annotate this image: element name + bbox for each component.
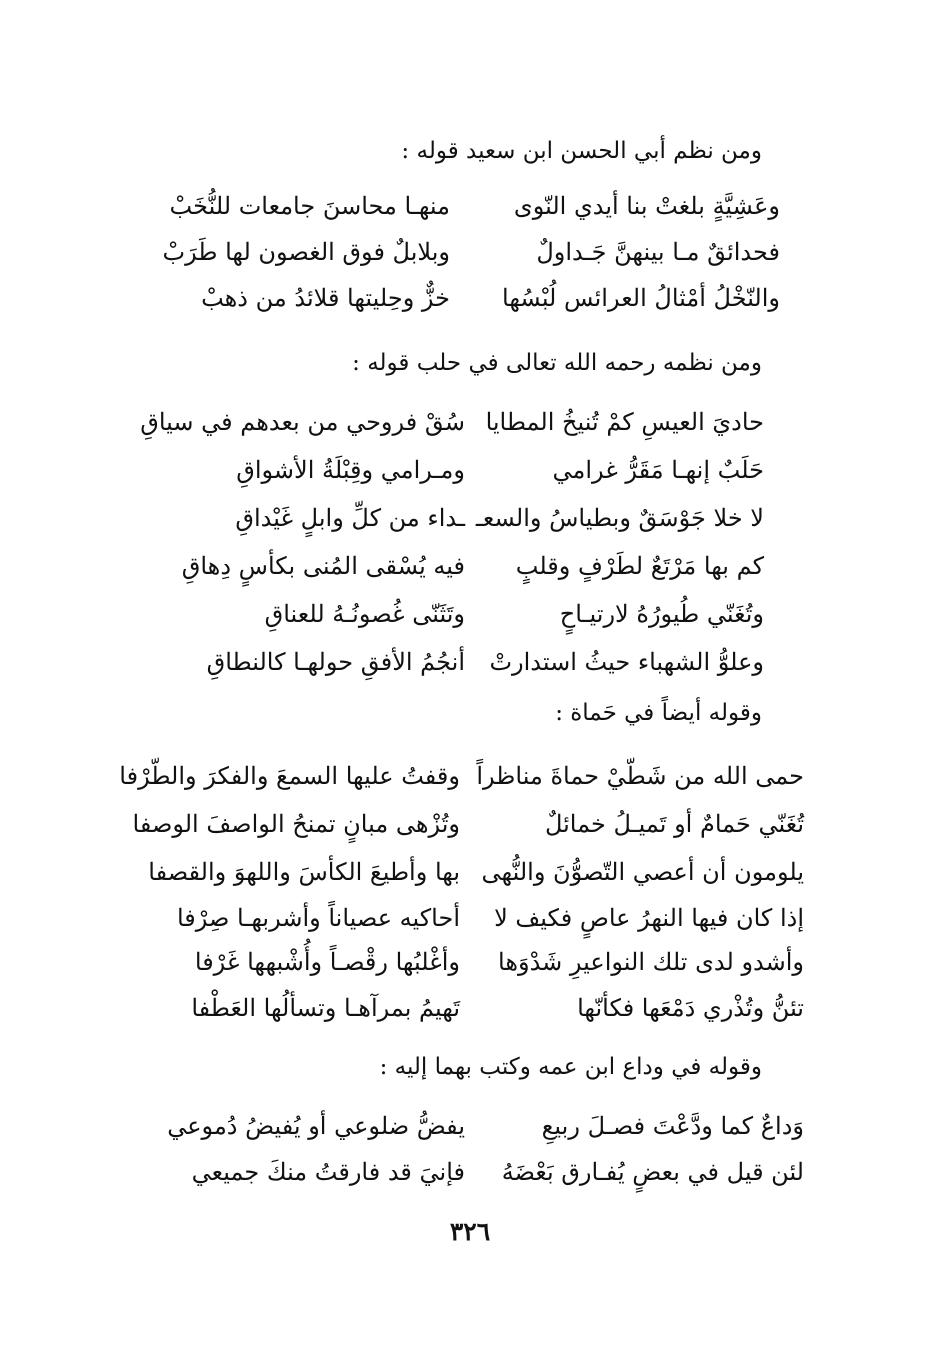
verse-second-hemistich: خزٌّ وحِليتها قلائدُ من ذهبْ	[201, 284, 450, 312]
verse-first-hemistich: تُغَنّي حَمامٌ أو تَميـلُ خمائلٌ	[544, 810, 804, 838]
verse-first-hemistich: لا خلا جَوْسَقٌ وبطياسُ والسعـ	[475, 504, 764, 532]
verse-first-hemistich: إذا كان فيها النهرُ عاصٍ فكيف لا	[494, 904, 804, 932]
verse-second-hemistich: وبلابلٌ فوق الغصون لها طَرَبْ	[162, 238, 450, 266]
verse-first-hemistich: وعَشِيَّةٍ بلغتْ بنا أيدي النّوى	[513, 192, 780, 220]
verse-second-hemistich: أنجُمُ الأفقِ حولهـا كالنطاقِ	[206, 648, 465, 676]
verse-line	[0, 192, 940, 244]
verse-line	[0, 762, 940, 814]
verse-second-hemistich: ومـرامي وقِبْلَةُ الأشواقِ	[236, 456, 465, 484]
verse-first-hemistich: تئنُّ وتُذْري دَمْعَها فكأنّها	[577, 994, 804, 1022]
section-intro: وقوله أيضاً في حَماة :	[555, 700, 762, 726]
verse-second-hemistich: منهـا محاسنَ جامعات للنُّخَبْ	[169, 192, 450, 220]
verse-line	[0, 238, 940, 290]
section-intro: ومن نظمه رحمه الله تعالى في حلب قوله :	[352, 350, 762, 376]
verse-line	[0, 810, 940, 862]
verse-first-hemistich: حَلَبٌ إنهـا مَقَرُّ غرامي	[552, 456, 764, 484]
verse-first-hemistich: وَداعٌ كما ودَّعْتَ فصـلَ ربيعِ	[541, 1112, 804, 1140]
verse-line	[0, 600, 940, 652]
verse-first-hemistich: وأشدو لدى تلك النواعيرِ شَدْوَها	[498, 948, 804, 976]
verse-line	[0, 284, 940, 336]
page-number: ٣٢٦	[449, 1217, 491, 1246]
verse-first-hemistich: كم بها مَرْتَعٌ لطَرْفٍ وقلبٍ	[515, 552, 764, 580]
section-intro: وقوله في وداع ابن عمه وكتب بهما إليه :	[379, 1054, 762, 1080]
verse-first-hemistich: والنّخْلُ أمْثالُ العرائس لُبْسُها	[502, 284, 780, 312]
verse-line	[0, 504, 940, 556]
verse-second-hemistich: وأغْلبُها رقْصـاً وأُشْبهها غَرْفا	[194, 948, 460, 976]
verse-line	[0, 1112, 940, 1164]
verse-second-hemistich: فإنيَ قد فارقتُ منكَ جميعي	[191, 1158, 465, 1186]
verse-second-hemistich: وتَثَنّى غُصونُـهُ للعناقِ	[264, 600, 465, 628]
verse-second-hemistich: وقفتُ عليها السمعَ والفكرَ والطّرْفا	[119, 762, 460, 790]
verse-second-hemistich: يفضُّ ضلوعي أو يُفيضُ دُموعي	[167, 1112, 465, 1140]
verse-second-hemistich: فيه يُسْقى المُنى بكأسٍ دِهاقِ	[181, 552, 465, 580]
verse-second-hemistich: ـداء من كلِّ وابلٍ غَيْداقِ	[235, 504, 465, 532]
verse-first-hemistich: وعلوُّ الشهباء حيثُ استدارتْ	[489, 648, 764, 676]
verse-first-hemistich: يلومون أن أعصي التّصوُّنَ والنُّهى	[481, 858, 804, 886]
verse-first-hemistich: وتُغَنّي طُيورُهُ لارتيـاحٍ	[559, 600, 764, 628]
verse-second-hemistich: سُقْ فروحي من بعدهم في سياقِ	[140, 408, 465, 436]
section-intro: ومن نظم أبي الحسن ابن سعيد قوله :	[401, 138, 762, 164]
verse-second-hemistich: وتُزْهى مبانٍ تمنحُ الواصفَ الوصفا	[132, 810, 460, 838]
verse-second-hemistich: أحاكيه عصياناً وأشربهـا صِرْفا	[176, 904, 460, 932]
verse-line	[0, 858, 940, 910]
verse-line	[0, 552, 940, 604]
verse-line	[0, 456, 940, 508]
verse-line	[0, 948, 940, 1000]
verse-line	[0, 408, 940, 460]
verse-line	[0, 994, 940, 1046]
verse-second-hemistich: بها وأطيعَ الكأسَ واللهوَ والقصفا	[148, 858, 460, 886]
verse-first-hemistich: فحدائقٌ مـا بينهنَّ جَـداولٌ	[536, 238, 780, 266]
verse-first-hemistich: حمى الله من شَطّيْ حماةَ مناظراً	[476, 762, 804, 790]
verse-second-hemistich: تَهيمُ بمرآهـا وتسألُها العَطْفا	[191, 994, 460, 1022]
verse-first-hemistich: لئن قيل في بعضٍ يُفـارق بَعْضَهُ	[501, 1158, 804, 1186]
verse-first-hemistich: حاديَ العيسِ كمْ تُنيخُ المطايا	[485, 408, 764, 436]
verse-line	[0, 648, 940, 700]
verse-line	[0, 1158, 940, 1210]
